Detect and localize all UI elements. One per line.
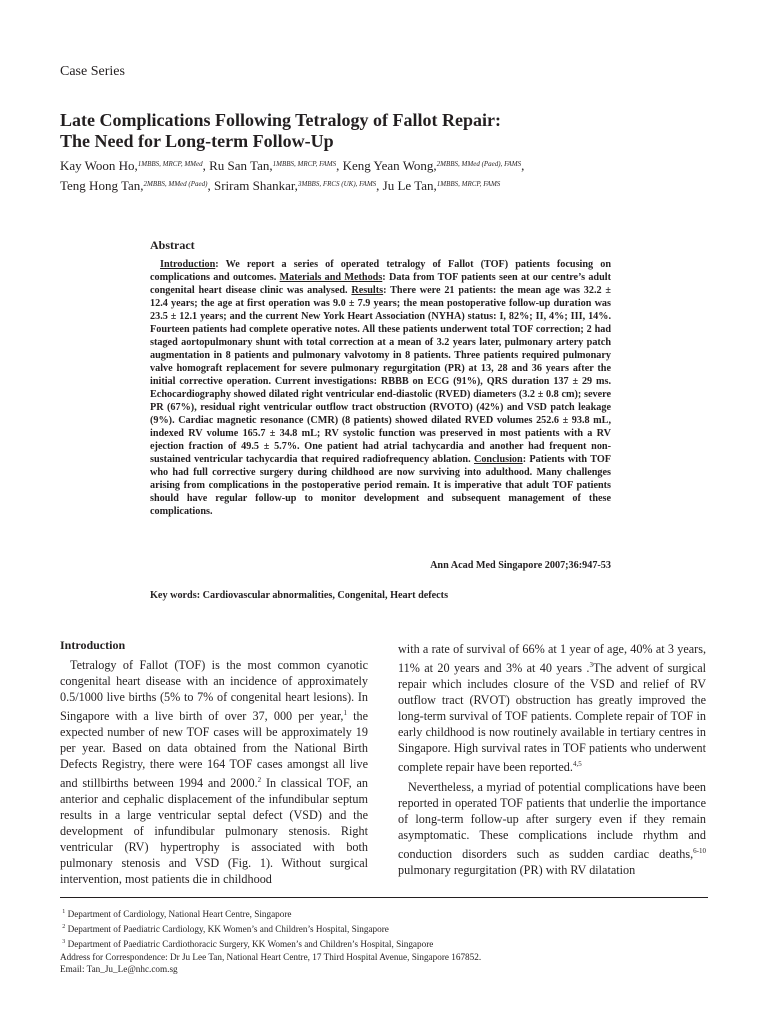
section-label: Case Series: [60, 64, 125, 79]
body-paragraph: [398, 641, 706, 775]
footnote-number: 2: [62, 923, 66, 930]
reference-marker: 2: [257, 776, 262, 785]
author-affiliation: 2: [436, 160, 441, 168]
body-text: Nevertheless, a myriad of potential complications have been reported in operated TOF patients that underlie the importance of long-term follow-up after surgery even if they remain asymptomatic. These complications include rhythm and conduction disorders such as sudden cardiac deaths,: [398, 780, 706, 862]
footnote-number: 3: [62, 938, 66, 945]
author-qualifications: MBBS, MRCP, FAMS: [276, 160, 337, 168]
author-name: Teng Hong Tan,: [60, 178, 144, 193]
author-qualifications: MBBS, MRCP, FAMS: [440, 180, 501, 188]
abstract-results-text: : There were 21 patients: the mean age was 32.2 ± 12.4 years; the age at first operation was 9.0 ± 7.9 years; the mean postoperative follow-up duration was 23.5 ± 12.1 years; and the current New York Heart Association (NYHA) status: I, 82%; II, 4%; III, 14%. Fourteen patients had complete operative notes. All these patients underwent total TOF correction; 2 had staged aortopulmonary shunt with total correction at a mean of 3.2 years later, pulmonary artery patch augmentation in 8 patients and pulmonary valvotomy in 8 patients. Three patients required pulmonary valve homograft replacement for severe pulmonary regurgitation (PR) at 13, 28 and 36 years after the initial corrective operation. Current investigations: RBBB on ECG (91%), QRS duration 137 ± 29 ms. Echocardiography showed dilated right ventricular end-diastolic (RVED) diameters (3.2 ± 0.8 cm); severe PR (67%), residual right ventricular outflow tract obstruction (RVOTO) (42%) and VSD patch leakage (9%). Cardiac magnetic resonance (CMR) (8 patients) showed dilated RVED volumes 252.6 ± 93.8 mL, indexed RV volume 165.7 ± 34.8 mL; RV systolic function was preserved in most patients with a RV ejection fraction of 49.5 ± 5.7%. One patient had atrial tachycardia and another had frequent non-sustained ventricular tachycardia that required radiofrequency ablation.: [150, 285, 611, 465]
footnote-affiliation-1: [60, 906, 708, 921]
abstract-conclusion-text: : Patients with TOF who had full corrective surgery during childhood are now surviving into adulthood. Many challenges arising from complications in the postoperative period remain. It is imperative that adult TOF patients should have regular follow-up to monitor development and subsequent management of these complications.: [150, 454, 611, 517]
body-paragraph: [398, 779, 706, 878]
title-line-2: The Need for Long-term Follow-Up: [60, 131, 334, 151]
body-text: pulmonary regurgitation (PR) with RV dilatation: [398, 863, 636, 878]
reference-marker: 3: [589, 661, 593, 669]
reference-marker: 6-10: [693, 847, 706, 856]
correspondence-address: Address for Correspondence: Dr Ju Lee Tan, National Heart Centre, 17 Third Hospital Avenue, Singapore 167852.: [60, 951, 482, 962]
author-affiliation: 2: [143, 180, 148, 188]
body-text: the expected number of new TOF cases will be approximately 19 per year. Based on data obtained from the National Birth Defects Registry, there were 164 TOF cases amongst all live and stillbirths between 1994 and 2000.: [60, 709, 369, 791]
abstract-intro-label: Introduction: [160, 259, 216, 270]
author-affiliation: 1: [272, 160, 277, 168]
footnote-text: Department of Paediatric Cardiothoracic Surgery, KK Women’s and Children’s Hospital, Singapore: [65, 938, 434, 949]
author-qualifications: MBBS, MMed (Paed), FAMS: [440, 160, 522, 168]
author-qualifications: MBBS, FRCS (UK), FAMS: [301, 180, 377, 188]
author-list: [60, 155, 710, 195]
correspondence-email: Email: Tan_Ju_Le@nhc.com.sg: [60, 964, 178, 975]
keywords: Key words: Cardiovascular abnormalities, Congenital, Heart defects: [150, 590, 449, 601]
footnote-text: Department of Cardiology, National Heart Centre, Singapore: [65, 909, 292, 920]
body-text: with a rate of survival of 66% at 1 year of age, 40% at 3 years, 11% at 20 years and 3% at 40 years .: [398, 642, 706, 676]
abstract-results-label: Results: [351, 285, 384, 296]
author-name: , Keng Yean Wong,: [336, 158, 437, 173]
abstract-body: [150, 258, 611, 518]
author-affiliation: 3: [297, 180, 302, 188]
footnotes: [60, 906, 708, 976]
footnote-divider: [60, 897, 708, 898]
body-text: The advent of surgical repair which includes closure of the VSD and relief of RV outflow tract (RVOT) obstruction has greatly improved the long-term survival of TOF patients. Complete repair of TOF in early childhood is now routinely available in tertiary centres in Singapore. High survival rates in TOF patients who underwent complete repair have been reported.: [398, 661, 706, 775]
author-affiliation: 1: [436, 180, 441, 188]
body-text: In classical TOF, an anterior and cephalic displacement of the infundibular septum results in a large ventricular septal defect (VSD) and the development of infundibular pulmonary stenosis. Right ventricular (RV) hypertrophy is associated with both pulmonary stenosis and VSD (Fig. 1). Without surgical intervention, most patients die in childhood: [60, 776, 368, 887]
journal-citation: Ann Acad Med Singapore 2007;36:947-53: [430, 560, 611, 571]
abstract-methods-label: Materials and Methods: [279, 272, 383, 283]
footnote-text: Department of Paediatric Cardiology, KK Women’s and Children’s Hospital, Singapore: [65, 923, 389, 934]
reference-marker: 4,5: [572, 760, 582, 769]
footnote-affiliation-3: [60, 936, 708, 951]
author-affiliation: 1: [137, 160, 142, 168]
footnote-number: 1: [62, 909, 66, 915]
author-qualifications: MBBS, MRCP, MMed: [141, 160, 203, 168]
footnote-affiliation-2: [60, 921, 708, 936]
body-text: Tetralogy of Fallot (TOF) is the most common cyanotic congenital heart disease with an incidence of approximately 0.5/1000 live births (5% to 7% of congenital heart lesions). In Singapore with a live birth of over 37, 000 per year,: [60, 658, 368, 724]
abstract-methods-text: : Data from TOF patients seen at our centre’s adult congenital heart disease clinic was analysed.: [150, 272, 611, 296]
abstract-intro-text: : We report a series of operated tetralogy of Fallot (TOF) patients focusing on complications and outcomes.: [150, 259, 611, 283]
author-name: Kay Woon Ho,: [60, 158, 138, 173]
abstract-conclusion-label: Conclusion: [473, 454, 523, 465]
body-paragraph: [60, 657, 368, 887]
author-qualifications: MBBS, MMed (Paed): [147, 180, 208, 188]
abstract-heading: Abstract: [150, 238, 195, 252]
body-column-right: [398, 641, 706, 878]
author-name: , Sriram Shankar,: [207, 178, 298, 193]
introduction-heading: Introduction: [60, 638, 126, 652]
author-name: , Ru San Tan,: [202, 158, 273, 173]
article-title: [60, 110, 710, 152]
body-column-left: [60, 657, 368, 887]
author-separator: ,: [521, 158, 525, 173]
author-name: , Ju Le Tan,: [376, 178, 437, 193]
title-line-1: Late Complications Following Tetralogy of Fallot Repair:: [60, 110, 501, 130]
reference-marker: 1: [343, 709, 347, 717]
